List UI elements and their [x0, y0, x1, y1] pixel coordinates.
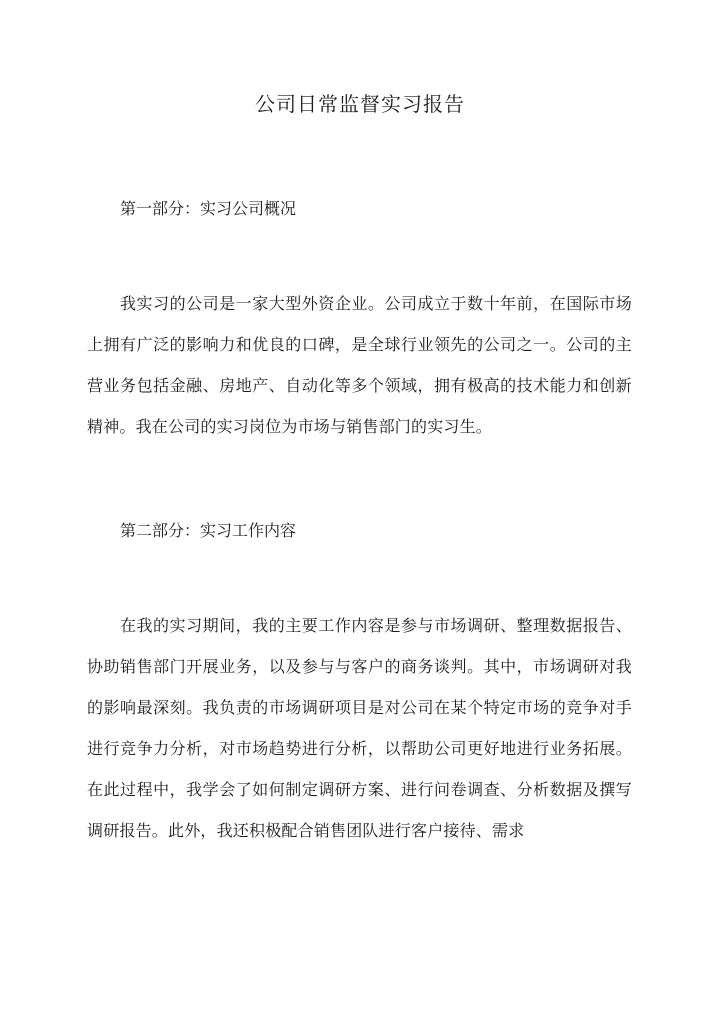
section-body-work-content: 在我的实习期间，我的主要工作内容是参与市场调研、整理数据报告、协助销售部门开展业务，以及参与与客户的商务谈判。其中，市场调研对我的影响最深刻。我负责的市场调研项目是对公司在某个特定市场的竞争对手进行竞争力分析，对市场趋势进行分析，以帮助公司更好地进行业务拓展。在此过程中，我学会了如何制定调研方案、进行问卷调查、分析数据及撰写调研报告。此外，我还积极配合销售团队进行客户接待、需求 — [87, 616, 632, 840]
document-title: 公司日常监督实习报告 — [255, 92, 465, 116]
section-heading-work-content: 第二部分：实习工作内容 — [120, 521, 297, 540]
section-heading-overview: 第一部分：实习公司概况 — [120, 199, 297, 218]
section-body-overview: 我实习的公司是一家大型外资企业。公司成立于数十年前，在国际市场上拥有广泛的影响力和优良的口碑，是全球行业领先的公司之一。公司的主营业务包括金融、房地产、自动化等多个领域，拥有极高的技术能力和创新精神。我在公司的实习岗位为市场与销售部门的实习生。 — [87, 294, 632, 436]
